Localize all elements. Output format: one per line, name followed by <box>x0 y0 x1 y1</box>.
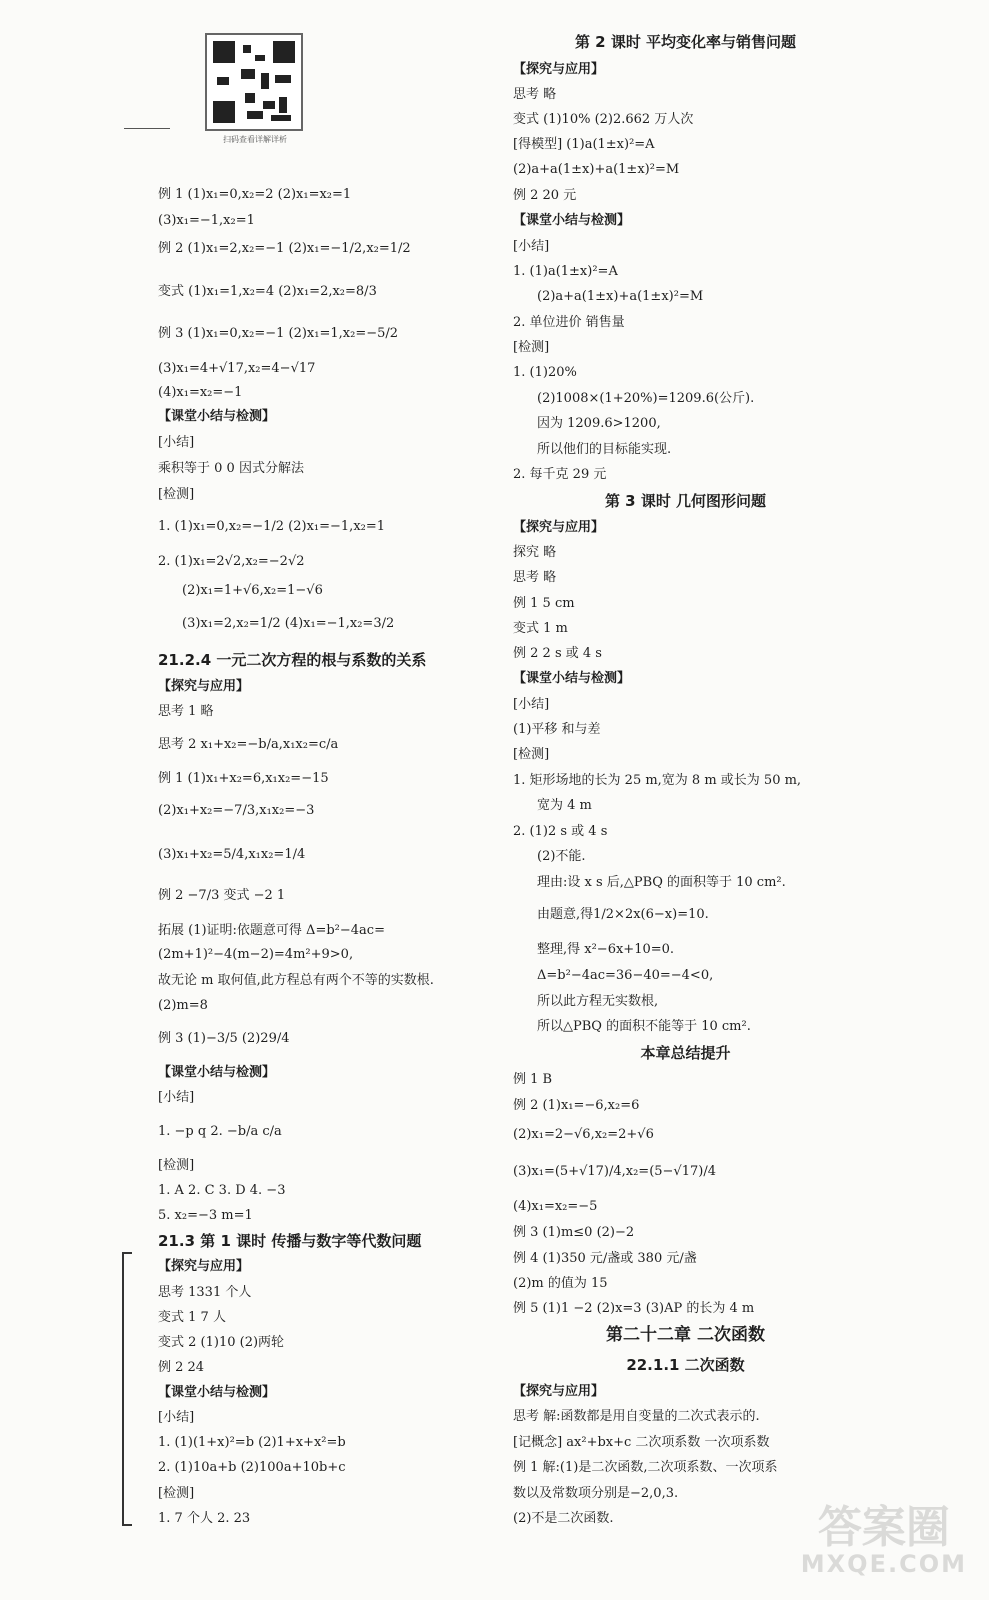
right-line: 思考 略 <box>513 570 557 585</box>
right-line: 数以及常数项分别是−2,0,3. <box>513 1486 679 1501</box>
left-line: 例 3 (1)x₁=0,x₂=−1 (2)x₁=1,x₂=−5/2 <box>158 326 399 341</box>
left-line: (2)x₁=1+√6,x₂=1−√6 <box>182 583 323 598</box>
right-line: 例 2 2 s 或 4 s <box>513 646 602 661</box>
left-line: 1. −p q 2. −b/a c/a <box>158 1124 282 1139</box>
left-line: 21.3 第 1 课时 传播与数字等代数问题 <box>158 1232 422 1250</box>
left-line: 例 1 (1)x₁=0,x₂=2 (2)x₁=x₂=1 <box>158 187 352 202</box>
right-line: 第 2 课时 平均变化率与销售问题 <box>574 33 797 51</box>
watermark-main: 答案圈 <box>817 1502 950 1553</box>
right-line: (2)a+a(1±x)+a(1±x)²=M <box>537 289 704 304</box>
right-line: 【课堂小结与检测】 <box>513 671 631 686</box>
right-line: (2)1008×(1+20%)=1209.6(公斤). <box>537 391 755 406</box>
right-line: 所以他们的目标能实现. <box>537 442 672 457</box>
left-line: (4)x₁=x₂=−1 <box>158 385 243 400</box>
left-line: 变式 2 (1)10 (2)两轮 <box>158 1335 285 1350</box>
left-line: 1. (1)x₁=0,x₂=−1/2 (2)x₁=−1,x₂=1 <box>158 519 386 534</box>
right-line: 探究 略 <box>513 545 557 560</box>
left-line: 【课堂小结与检测】 <box>158 1065 276 1080</box>
left-line: [小结] <box>158 1410 195 1425</box>
right-line: 理由:设 x s 后,△PBQ 的面积等于 10 cm². <box>537 875 786 890</box>
left-line: [检测] <box>158 1158 195 1173</box>
right-line: 1. (1)20% <box>513 365 577 380</box>
right-line: (2)m 的值为 15 <box>513 1276 608 1291</box>
left-line: 例 3 (1)−3/5 (2)29/4 <box>158 1031 290 1046</box>
left-line: 【探究与应用】 <box>158 679 250 694</box>
right-line: 例 2 20 元 <box>513 188 577 203</box>
right-line: 思考 略 <box>513 87 557 102</box>
right-line: 【探究与应用】 <box>513 520 605 535</box>
right-line: 2. (1)2 s 或 4 s <box>513 824 608 839</box>
right-line: 【探究与应用】 <box>513 1384 605 1399</box>
left-line: [检测] <box>158 1486 195 1501</box>
left-line: 变式 (1)x₁=1,x₂=4 (2)x₁=2,x₂=8/3 <box>158 284 377 299</box>
right-line: (2)不能. <box>537 849 586 864</box>
left-line: 拓展 (1)证明:依题意可得 Δ=b²−4ac= <box>158 923 385 938</box>
right-line: [检测] <box>513 340 550 355</box>
left-line: (2)m=8 <box>158 998 208 1013</box>
left-line: (3)x₁+x₂=5/4,x₁x₂=1/4 <box>158 847 306 862</box>
right-line: [小结] <box>513 239 550 254</box>
right-line: 因为 1209.6>1200, <box>537 416 661 431</box>
watermark-site: MXQE.COM <box>800 1550 967 1578</box>
left-line: 1. 7 个人 2. 23 <box>158 1511 251 1526</box>
left-line: [检测] <box>158 487 195 502</box>
left-line: 思考 1 略 <box>158 704 214 719</box>
right-line: 所以△PBQ 的面积不能等于 10 cm². <box>537 1019 751 1034</box>
left-line: 1. A 2. C 3. D 4. −3 <box>158 1183 286 1198</box>
left-line: 例 2 24 <box>158 1360 205 1375</box>
left-line: 例 2 (1)x₁=2,x₂=−1 (2)x₁=−1/2,x₂=1/2 <box>158 241 411 256</box>
right-line: 例 2 (1)x₁=−6,x₂=6 <box>513 1098 640 1113</box>
left-line: 变式 1 7 人 <box>158 1310 226 1325</box>
watermark <box>800 1502 967 1578</box>
right-line: 变式 1 m <box>513 621 568 636</box>
left-line: 【探究与应用】 <box>158 1259 250 1274</box>
left-line: 2. (1)x₁=2√2,x₂=−2√2 <box>158 554 305 569</box>
right-line: 思考 解:函数都是用自变量的二次式表示的. <box>513 1409 760 1424</box>
right-line: 整理,得 x²−6x+10=0. <box>537 942 675 957</box>
right-line: 例 1 5 cm <box>513 596 575 611</box>
right-line: 由题意,得1/2×2x(6−x)=10. <box>537 907 709 922</box>
right-line: 【探究与应用】 <box>513 62 605 77</box>
right-line: (3)x₁=(5+√17)/4,x₂=(5−√17)/4 <box>513 1164 716 1179</box>
right-line: 宽为 4 m <box>537 798 592 813</box>
left-line: (2)x₁+x₂=−7/3,x₁x₂=−3 <box>158 803 315 818</box>
right-line: 2. 每千克 29 元 <box>513 467 607 482</box>
left-line: (2m+1)²−4(m−2)=4m²+9>0, <box>158 947 354 962</box>
right-line: [小结] <box>513 697 550 712</box>
right-line: (2)a+a(1±x)+a(1±x)²=M <box>513 162 680 177</box>
left-line: 【课堂小结与检测】 <box>158 409 276 424</box>
right-line: [得模型] (1)a(1±x)²=A <box>513 137 655 152</box>
right-line: 例 3 (1)m≤0 (2)−2 <box>513 1225 635 1240</box>
right-line: 【课堂小结与检测】 <box>513 213 631 228</box>
left-line: 思考 1331 个人 <box>158 1285 252 1300</box>
right-line: 2. 单位进价 销售量 <box>513 315 625 330</box>
left-line: 【课堂小结与检测】 <box>158 1385 276 1400</box>
left-line: 乘积等于 0 0 因式分解法 <box>158 461 304 476</box>
left-line: [小结] <box>158 1090 195 1105</box>
right-line: [检测] <box>513 747 550 762</box>
left-line: (3)x₁=4+√17,x₂=4−√17 <box>158 361 316 376</box>
right-line: 第 3 课时 几何图形问题 <box>604 492 767 510</box>
right-line: 例 1 B <box>513 1072 553 1087</box>
divider-line <box>124 128 170 129</box>
left-line: 5. x₂=−3 m=1 <box>158 1208 253 1223</box>
right-line: (1)平移 和与差 <box>513 722 601 737</box>
left-line: (3)x₁=2,x₂=1/2 (4)x₁=−1,x₂=3/2 <box>182 616 395 631</box>
left-line: 思考 2 x₁+x₂=−b/a,x₁x₂=c/a <box>158 737 339 752</box>
left-line: (3)x₁=−1,x₂=1 <box>158 213 255 228</box>
left-line: [小结] <box>158 435 195 450</box>
margin-bracket <box>122 1252 132 1526</box>
right-line: Δ=b²−4ac=36−40=−4<0, <box>537 968 714 983</box>
right-line: 变式 (1)10% (2)2.662 万人次 <box>513 112 694 127</box>
left-line: 例 1 (1)x₁+x₂=6,x₁x₂=−15 <box>158 771 329 786</box>
left-line: 2. (1)10a+b (2)100a+10b+c <box>158 1460 346 1475</box>
left-line: 21.2.4 一元二次方程的根与系数的关系 <box>158 651 427 669</box>
right-line: (4)x₁=x₂=−5 <box>513 1199 598 1214</box>
right-line: 例 5 (1)1 −2 (2)x=3 (3)AP 的长为 4 m <box>513 1301 755 1316</box>
right-line: 22.1.1 二次函数 <box>626 1356 745 1374</box>
left-line: 例 2 −7/3 变式 −2 1 <box>158 888 286 903</box>
right-line: 本章总结提升 <box>640 1044 731 1062</box>
left-line: 1. (1)(1+x)²=b (2)1+x+x²=b <box>158 1435 346 1450</box>
qr-code <box>205 33 303 131</box>
right-line: 第二十二章 二次函数 <box>606 1325 765 1345</box>
right-line: 1. (1)a(1±x)²=A <box>513 264 618 279</box>
right-line: 1. 矩形场地的长为 25 m,宽为 8 m 或长为 50 m, <box>513 773 802 788</box>
right-line: (2)不是二次函数. <box>513 1511 614 1526</box>
right-line: 例 1 解:(1)是二次函数,二次项系数、一次项系 <box>513 1460 778 1475</box>
right-line: (2)x₁=2−√6,x₂=2+√6 <box>513 1127 654 1142</box>
left-line: 故无论 m 取何值,此方程总有两个不等的实数根. <box>158 973 434 988</box>
right-line: [记概念] ax²+bx+c 二次项系数 一次项系数 <box>513 1435 770 1450</box>
right-line: 例 4 (1)350 元/盏或 380 元/盏 <box>513 1251 697 1266</box>
qr-caption: 扫码查看详解详析 <box>223 135 287 144</box>
right-line: 所以此方程无实数根, <box>537 994 659 1009</box>
